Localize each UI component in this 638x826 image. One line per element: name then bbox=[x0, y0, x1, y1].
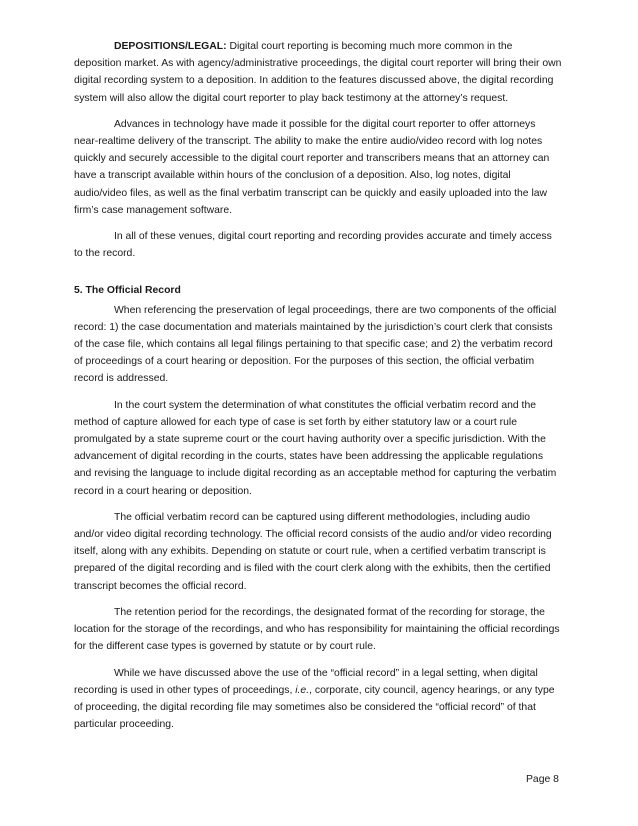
paragraph-official-record-components: When referencing the preservation of legal proceedings, there are two components of the official record: 1) the case documentation and materials maintained by the jurisdiction’s court clerk that consists of the case file, which contains all legal filings pertaining to that specific case; and 2) the verbatim record of proceedings of a court hearing or deposition. For the purposes of this section, the official verbatim record is addressed. bbox=[74, 304, 557, 385]
page-body bbox=[74, 38, 562, 733]
paragraph-ie-italic: i.e. bbox=[295, 684, 310, 696]
paragraph-text-part-a: While we have discussed above the use of the “official record” in a legal setting, when digital recording is used in other types of proceedings, bbox=[74, 667, 538, 696]
paragraph-court-system-determination: In the court system the determination of what constitutes the official verbatim record and the method of capture allowed for each type of case is set forth by either statutory law or a court rule promulgated by a state supreme court or the court having authority over a specific jurisdiction. With the advancement of digital recording in the courts, states have been addressing the applicable regulations and revising the language to include digital recording as an acceptable method for capturing the verbatim record in a court hearing or deposition. bbox=[74, 399, 557, 497]
paragraph-all-venues: In all of these venues, digital court reporting and recording provides accurate and timely access to the record. bbox=[74, 231, 552, 260]
paragraph-advances-in-technology: Advances in technology have made it possible for the digital court reporter to offer attorneys near-realtime delivery of the transcript. The ability to make the entire audio/video record with log notes quickly and securely accessible to the digital court reporter and transcribers means that an attorney can have a transcript available within hours of the conclusion of a deposition. Also, log notes, digital audio/video files, as well as the final verbatim transcript can be quickly and easily uploaded into the law firm’s case management software. bbox=[74, 118, 550, 216]
paragraph-text-part-b: , corporate, city council, agency hearings, or any type of proceeding, the digital recording file may sometimes also be considered the “official record” of that particular proceeding. bbox=[74, 684, 555, 731]
paragraph-other-proceedings bbox=[74, 665, 562, 734]
paragraph-depositions-legal bbox=[74, 38, 562, 107]
paragraph-retention-period: The retention period for the recordings, the designated format of the recording for storage, the location for the storage of the recordings, and who has responsibility for maintaining the official recordings for the different case types is governed by statute or by court rule. bbox=[74, 606, 560, 653]
section-heading: 5. The Official Record bbox=[74, 285, 181, 297]
paragraph-capture-methodologies: The official verbatim record can be captured using different methodologies, including audio and/or video digital recording technology. The official record consists of the audio and/or video recording itself, along with any exhibits. Depending on statute or court rule, when a certified verbatim transcript is prepared of the digital recording and is filed with the court clerk along with the exhibits, then the certified transcript becomes the official record. bbox=[74, 511, 552, 592]
page-number: Page 8 bbox=[526, 774, 559, 785]
paragraph-text: Digital court reporting is becoming much more common in the deposition market. As with agency/administrative proceedings, the digital court reporter will bring their own digital recording system to a deposition. In addition to the features discussed above, the digital recording system will also allow the digital court reporter to play back testimony at the attorney’s request. bbox=[74, 41, 562, 104]
paragraph-lead-label: DEPOSITIONS/LEGAL: bbox=[114, 41, 227, 52]
